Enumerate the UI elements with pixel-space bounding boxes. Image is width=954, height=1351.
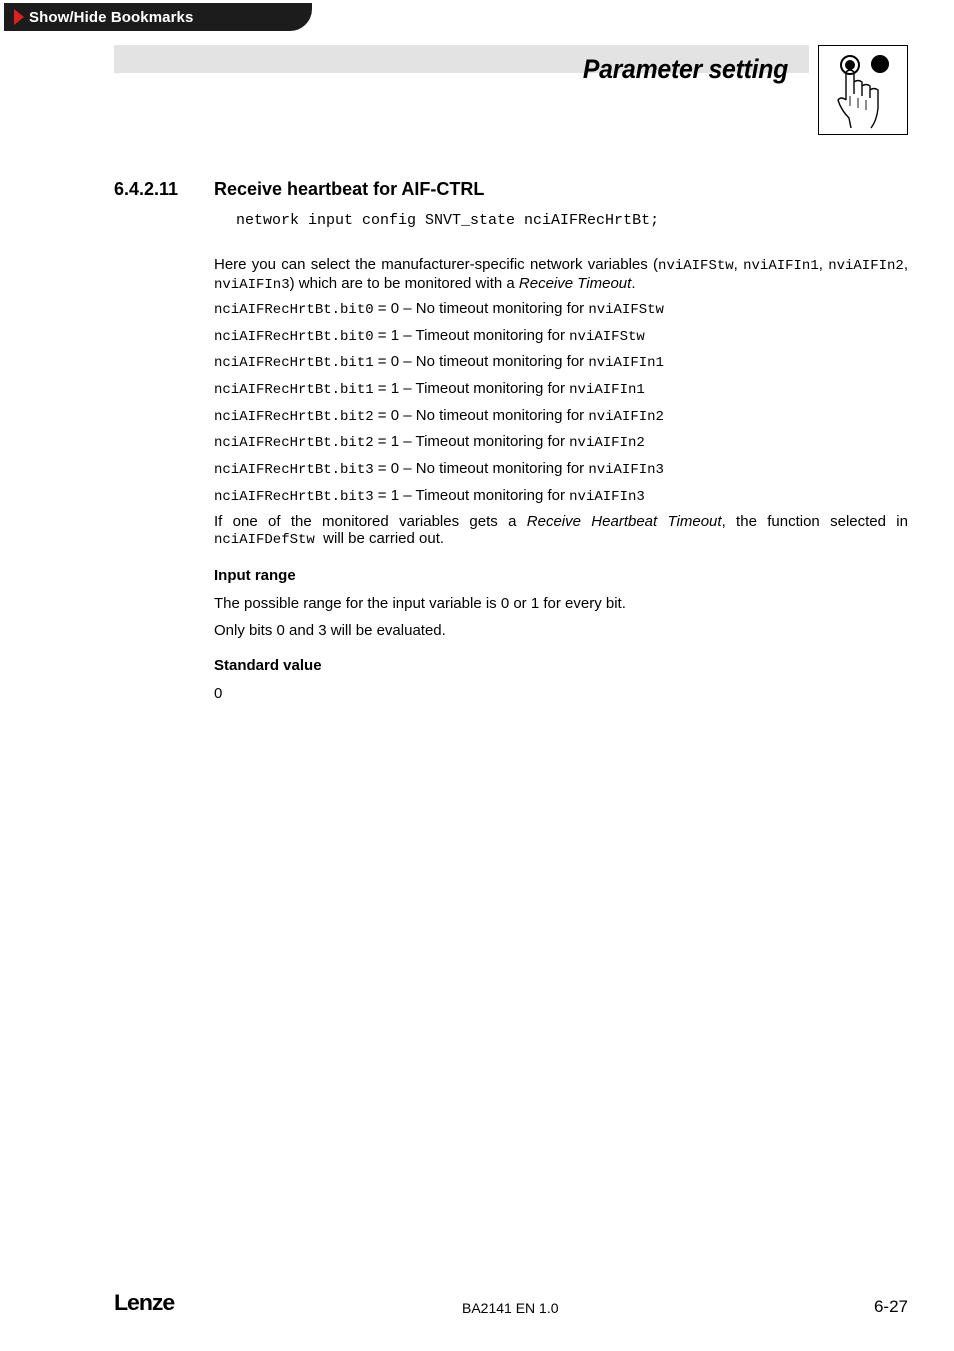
separator: , — [818, 256, 829, 273]
bit-variable: nciAIFRecHrtBt.bit2 — [214, 409, 374, 425]
input-range-text: The possible range for the input variable is 0 or 1 for every bit. — [214, 595, 626, 612]
variable-name: nviAIFIn2 — [828, 258, 904, 274]
timeout-paragraph — [214, 513, 908, 549]
emphasis: Receive Heartbeat Timeout — [526, 513, 722, 530]
bookmarks-label: Show/Hide Bookmarks — [29, 8, 194, 26]
bit-variable: nciAIFRecHrtBt.bit1 — [214, 355, 374, 371]
bit-description: = 1 – Timeout monitoring for — [373, 433, 570, 450]
hand-pressing-buttons-icon — [818, 45, 908, 135]
code-declaration: network input config SNVT_state nciAIFRecHrtBt; — [236, 212, 660, 229]
bit-description: = 1 – Timeout monitoring for — [373, 487, 570, 504]
bit-variable: nciAIFRecHrtBt.bit2 — [214, 435, 374, 451]
bit-description: = 0 – No timeout monitoring for — [373, 407, 589, 424]
bit-line — [214, 300, 664, 318]
note-text: , the function selected in — [721, 513, 908, 530]
bit-target: nviAIFIn1 — [569, 382, 645, 398]
bit-description: = 1 – Timeout monitoring for — [373, 380, 570, 397]
bit-description: = 0 – No timeout monitoring for — [373, 300, 589, 317]
note-text: will be carried out. — [314, 530, 445, 547]
separator: , — [903, 256, 908, 273]
variable-name: nviAIFIn3 — [214, 277, 290, 293]
lenze-logo: Lenze — [114, 1290, 175, 1315]
section-title: Receive heartbeat for AIF-CTRL — [214, 179, 485, 199]
document-id: BA2141 EN 1.0 — [462, 1300, 559, 1316]
intro-paragraph — [214, 256, 908, 294]
standard-value-heading: Standard value — [214, 657, 322, 674]
bit-target: nviAIFIn2 — [588, 409, 664, 425]
bit-description: = 0 – No timeout monitoring for — [373, 460, 589, 477]
bit-target: nviAIFIn3 — [569, 489, 645, 505]
standard-value: 0 — [214, 685, 223, 702]
note-text: If one of the monitored variables gets a — [214, 513, 527, 530]
variable-name: nviAIFIn1 — [743, 258, 819, 274]
bit-target: nviAIFIn3 — [588, 462, 664, 478]
page-title: Parameter setting — [582, 54, 788, 84]
bit-line — [214, 407, 664, 425]
bit-line — [214, 487, 645, 505]
intro-text: ) which are to be monitored with a — [289, 275, 519, 292]
bit-variable: nciAIFRecHrtBt.bit0 — [214, 302, 374, 318]
bit-target: nviAIFIn2 — [569, 435, 645, 451]
emphasis: Receive Timeout — [518, 275, 632, 292]
bit-line — [214, 433, 645, 451]
bit-variable: nciAIFRecHrtBt.bit3 — [214, 462, 374, 478]
input-range-text: Only bits 0 and 3 will be evaluated. — [214, 622, 446, 639]
intro-text: Here you can select the manufacturer-specific network variables ( — [214, 256, 659, 273]
variable-name: nciAIFDefStw — [214, 532, 315, 548]
bit-variable: nciAIFRecHrtBt.bit3 — [214, 489, 374, 505]
bit-line — [214, 353, 664, 371]
show-hide-bookmarks-button[interactable] — [4, 3, 312, 31]
bit-description: = 0 – No timeout monitoring for — [373, 353, 589, 370]
bit-line — [214, 380, 645, 398]
separator: , — [733, 256, 744, 273]
input-range-heading: Input range — [214, 567, 296, 584]
bit-variable: nciAIFRecHrtBt.bit1 — [214, 382, 374, 398]
bit-line — [214, 327, 645, 345]
page-number: 6-27 — [873, 1297, 908, 1316]
bit-line — [214, 460, 664, 478]
bit-variable: nciAIFRecHrtBt.bit0 — [214, 329, 374, 345]
section-number: 6.4.2.11 — [114, 179, 179, 199]
bit-description: = 1 – Timeout monitoring for — [373, 327, 570, 344]
bit-target: nviAIFStw — [588, 302, 664, 318]
bit-target: nviAIFIn1 — [588, 355, 664, 371]
bit-target: nviAIFStw — [569, 329, 645, 345]
variable-name: nviAIFStw — [658, 258, 734, 274]
intro-text: . — [631, 275, 636, 292]
triangle-right-icon — [14, 9, 24, 25]
